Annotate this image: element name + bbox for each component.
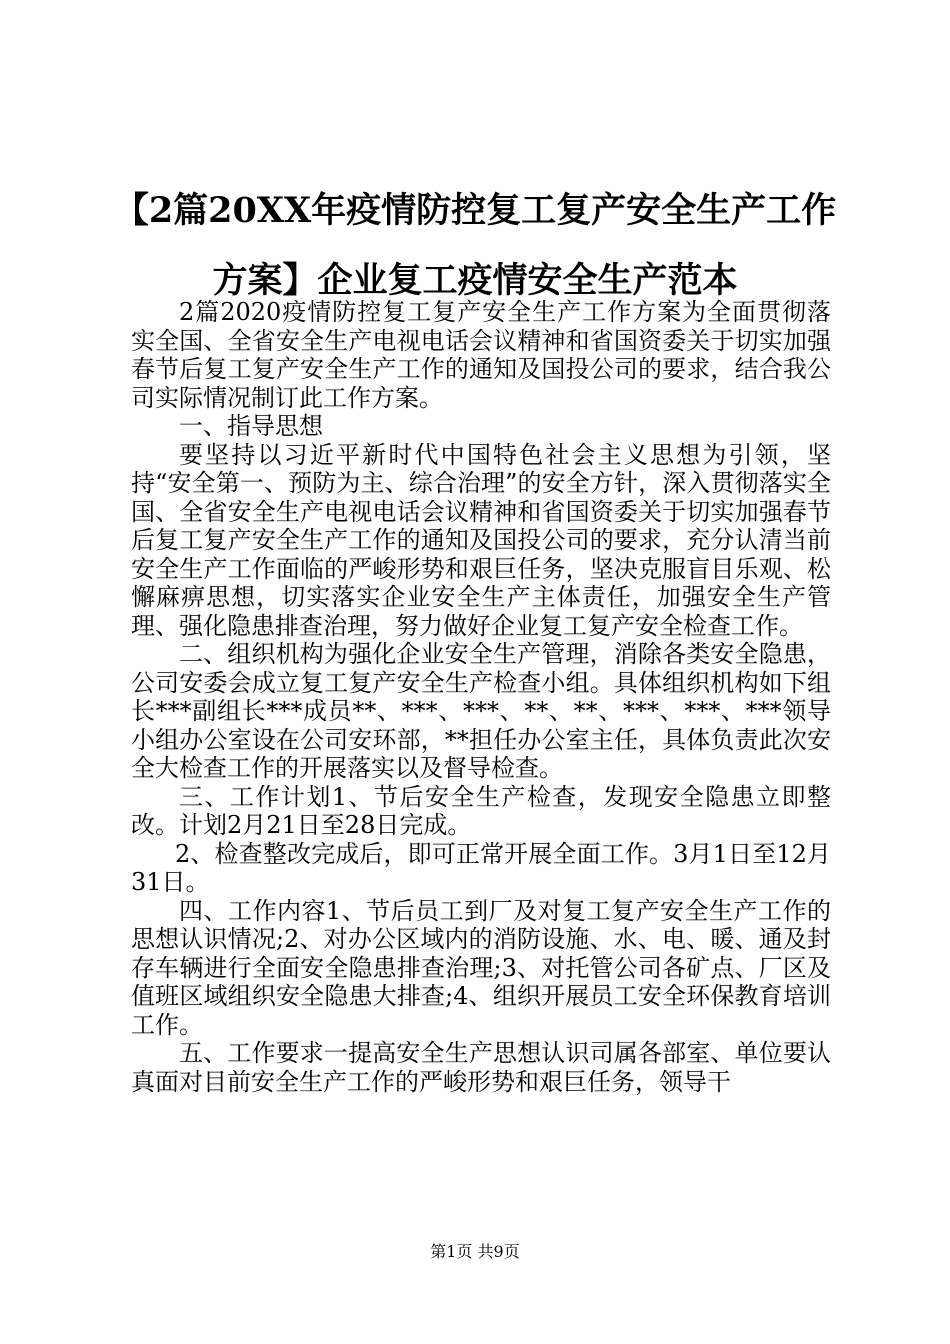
- paragraph-work-plan: 三、工作计划1、节后安全生产检查，发现安全隐患立即整改。计划2月21日至28日完成。: [131, 782, 831, 839]
- document-title: 【2篇20XX年疫情防控复工复产安全生产工作方案】企业复工疫情安全生产范本: [113, 190, 837, 301]
- heading-guiding-thought: 一、指导思想: [179, 412, 323, 440]
- document-body: [131, 298, 831, 1096]
- paragraph-intro: 2篇2020疫情防控复工复产安全生产工作方案为全面贯彻落实全国、全省安全生产电视电话会议精神和省国资委关于切实加强春节后复工复产安全生产工作的通知及国投公司的要求，结合我公司实际情况制订此工作方案。: [131, 298, 831, 412]
- paragraph-organization: 二、组织机构为强化企业安全生产管理，消除各类安全隐患，公司安委会成立复工复产安全生产检查小组。具体组织机构如下组长***副组长***成员**、***、***、**、**、***、***、***领导小组办公室设在公司安环部，**担任办公室主任，具体负责此次安全大检查工作的开展落实以及督导检查。: [131, 640, 831, 782]
- paragraph-work-content: 四、工作内容1、节后员工到厂及对复工复产安全生产工作的思想认识情况;2、对办公区域内的消防设施、水、电、暖、通及封存车辆进行全面安全隐患排查治理;3、对托管公司各矿点、厂区及值班区域组织安全隐患大排查;4、组织开展员工安全环保教育培训工作。: [131, 896, 831, 1039]
- paragraph-work-plan-2: 2、检查整改完成后，即可正常开展全面工作。3月1日至12月31日。: [131, 839, 831, 896]
- paragraph-guiding-thought: 要坚持以习近平新时代中国特色社会主义思想为引领，坚持“安全第一、预防为主、综合治理”的安全方针，深入贯彻落实全国、全省安全生产电视电话会议精神和省国资委关于切实加强春节后复工复产安全生产工作的通知及国投公司的要求，充分认清当前安全生产工作面临的严峻形势和艰巨任务，坚决克服盲目乐观、松懈麻痹思想，切实落实企业安全生产主体责任，加强安全生产管理、强化隐患排查治理，努力做好企业复工复产安全检查工作。: [131, 440, 831, 640]
- paragraph-work-requirements: 五、工作要求一提高安全生产思想认识司属各部室、单位要认真面对目前安全生产工作的严峻形势和艰巨任务，领导干: [131, 1039, 831, 1096]
- page-indicator: 第1页 共9页: [430, 1242, 520, 1261]
